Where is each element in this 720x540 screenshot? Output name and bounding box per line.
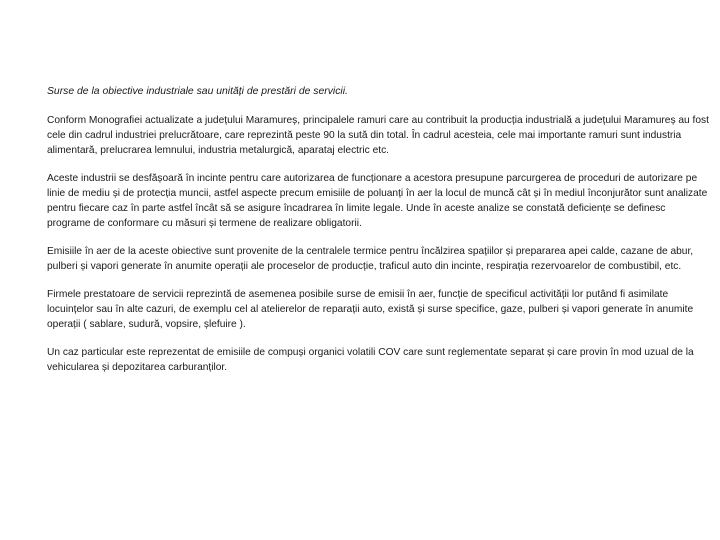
paragraph-cov: Un caz particular este reprezentat de emisiile de compuși organici volatili COV care sunt reglementate separat și care provin în mod uzual de la vehicularea și depozitarea carburanților. (47, 347, 694, 373)
document-page (47, 84, 709, 388)
paragraph-autorizare: Aceste industrii se desfășoară în incinte pentru care autorizarea de funcționare a acestora presupune parcurgerea de proceduri de autorizare pe linie de mediu și de protecția muncii, astfel aspecte precum emisiile de poluanți în aer la locul de muncă cât și în mediul înconjurător sunt analizate pentru fiecare caz în parte astfel încât să se asigure încadrarea în limite legale. Unde în aceste analize se constată deficiențe se definesc programe de conformare cu măsuri și termene de realizare obligatorii. (47, 173, 708, 229)
paragraph-servicii: Firmele prestatoare de servicii reprezintă de asemenea posibile surse de emisii în aer, funcție de specificul activității lor putând fi asimilate locuințelor sau în alte cazuri, de exemplu cel al atelierelor de reparații auto, există și surse specifice, gaze, pulberi și vapori generate în anumite operații ( sablare, sudură, vopsire, șlefuire ). (47, 289, 694, 330)
paragraph-monografie: Conform Monografiei actualizate a județului Maramureș, principalele ramuri care au contribuit la producția industrială a județului Maramureș au fost cele din cadrul industriei prelucrătoare, care reprezintă peste 90 la sută din total. În cadrul acesteia, cele mai importante ramuri sunt industria alimentară, prelucrarea lemnului, industria metalurgică, aparataj electric etc. (47, 115, 709, 156)
section-title: Surse de la obiective industriale sau unități de prestări de servicii. (47, 86, 348, 97)
paragraph-emisii: Emisiile în aer de la aceste obiective sunt provenite de la centralele termice pentru încălzirea spațiilor și prepararea apei calde, cazane de abur, pulberi și vapori generate în anumite operații ale proceselor de producție, traficul auto din incinte, respirația rezervoarelor de combustibil, etc. (47, 246, 694, 272)
